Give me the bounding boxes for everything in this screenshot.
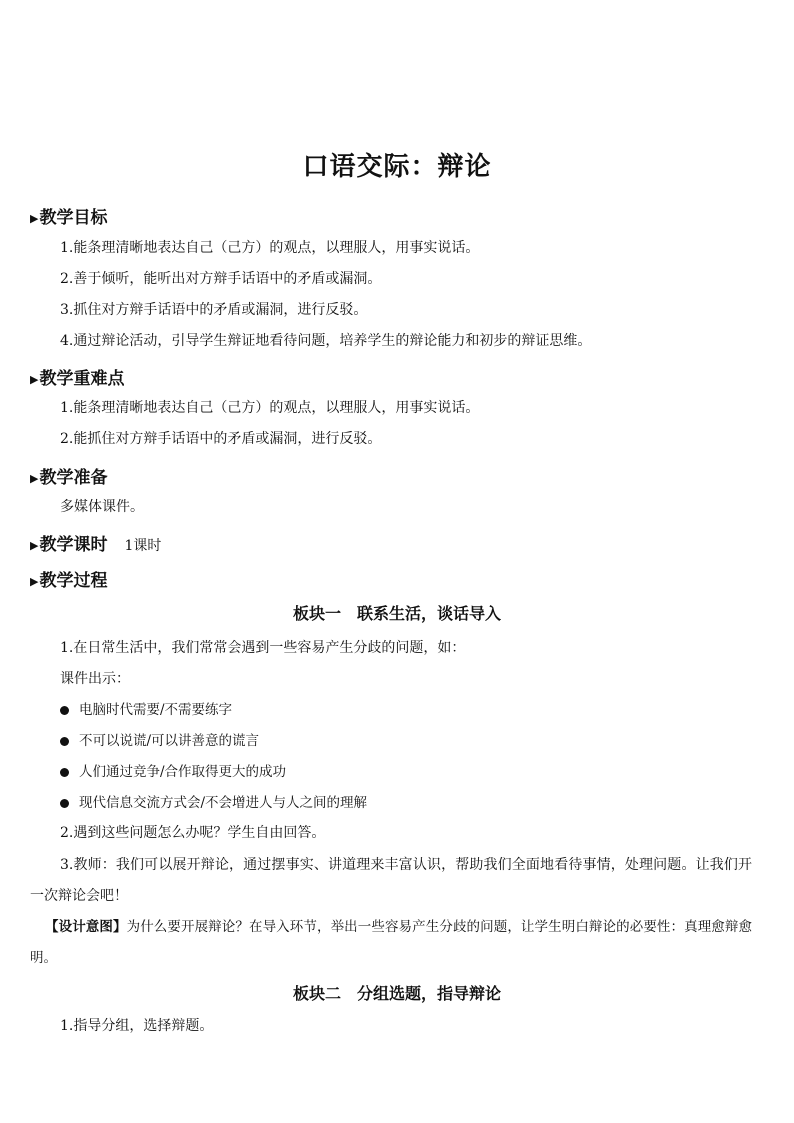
design-intent-tag: 【设计意图】 [45,919,127,935]
goal-item-4: 4.通过辩论活动，引导学生辩证地看待问题，培养学生的辩论能力和初步的辩证思维。 [60,333,592,349]
bullet-item-2 [60,731,259,751]
bullet-item-4 [60,793,367,813]
design-intent-note [30,912,752,974]
section-heading-key-points [30,364,124,389]
block1-line-3: 3.教师：我们可以展开辩论，通过摆事实、讲道理来丰富认识，帮助我们全面地看待事情，处理问题。让我们开一次辩论会吧！ [30,857,752,904]
courseware-label: 课件出示： [60,671,130,687]
section-heading-label: 教学准备 [39,468,108,488]
section-heading-label: 教学过程 [39,571,108,591]
bullet-item-1 [60,700,232,720]
document-title: 口语交际：辩论 [302,152,492,182]
triangle-marker-icon: ▶ [30,575,39,588]
triangle-marker-icon: ▶ [30,373,39,386]
bullet-dot-icon [60,799,69,808]
section-heading-label: 教学目标 [39,208,108,228]
goal-item-2: 2.善于倾听，能听出对方辩手话语中的矛盾或漏洞。 [60,271,382,287]
block1-heading: 板块一 联系生活，谈话导入 [292,604,501,623]
block2-heading: 板块二 分组选题，指导辩论 [292,984,501,1003]
preparation-text: 多媒体课件。 [60,499,144,515]
section-heading-goals [30,203,107,228]
key-point-item-1: 1.能条理清晰地表达自己（己方）的观点，以理服人，用事实说话。 [60,400,480,416]
section-heading-hours [30,530,161,555]
block1-line-2: 2.遇到这些问题怎么办呢？学生自由回答。 [60,825,326,841]
bullet-text: 人们通过竞争/合作取得更大的成功 [79,764,287,780]
bullet-item-3 [60,762,286,782]
block1-line-1: 1.在日常生活中，我们常常会遇到一些容易产生分歧的问题，如： [60,640,466,656]
section-heading-process [30,566,107,591]
triangle-marker-icon: ▶ [30,212,39,225]
section-heading-label: 教学课时 [39,535,108,555]
bullet-text: 现代信息交流方式会/不会增进人与人之间的理解 [79,795,368,811]
goal-item-3: 3.抓住对方辩手话语中的矛盾或漏洞，进行反驳。 [60,302,368,318]
design-intent-text: 为什么要开展辩论？在导入环节，举出一些容易产生分歧的问题，让学生明白辩论的必要性：真理愈辩愈明。 [30,919,753,966]
bullet-text: 不可以说谎/可以讲善意的谎言 [79,733,260,749]
key-point-item-2: 2.能抓住对方辩手话语中的矛盾或漏洞，进行反驳。 [60,431,382,447]
bullet-dot-icon [60,737,69,746]
block2-line-1: 1.指导分组，选择辩题。 [60,1018,214,1034]
hours-value: 1课时 [124,538,162,554]
bullet-dot-icon [60,768,69,777]
bullet-text: 电脑时代需要/不需要练字 [79,702,233,718]
triangle-marker-icon: ▶ [30,472,39,485]
bullet-dot-icon [60,706,69,715]
section-heading-label: 教学重难点 [39,369,125,389]
section-heading-preparation [30,463,107,488]
goal-item-1: 1.能条理清晰地表达自己（己方）的观点，以理服人，用事实说话。 [60,240,480,256]
triangle-marker-icon: ▶ [30,539,39,552]
